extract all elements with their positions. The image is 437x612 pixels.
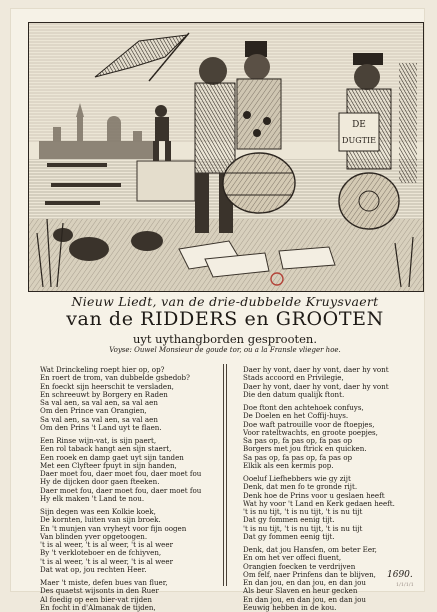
verse-line: Ooeluf Liefhebbers wie gy zijt xyxy=(243,475,351,483)
verse-line: En 't munjen van vryheyt voor fijn oogen xyxy=(40,524,187,533)
verse-line: Voor rateltwachts, en groote poepjes, xyxy=(243,428,378,437)
verse-line: Wat hy voor 't Land en Kerk gedaen heeft. xyxy=(243,499,395,508)
verse-line: Dat gy fommen eenig tijt. xyxy=(243,516,335,525)
title-line-2: van de RIDDERS en GROOTEN xyxy=(66,308,384,330)
verse-line: 't is nu tijt, 't is nu tijt, 't is nu tijt xyxy=(243,508,363,516)
verse-line: Stads accoord en Privilegie, xyxy=(243,374,344,383)
engraving-plate xyxy=(28,22,424,292)
verse-line: Die den datum qualijk ftont. xyxy=(243,390,345,399)
verse-line: Met een Clyfteer fpuyt in sijn handen, xyxy=(40,461,177,470)
verse-line: Des quaetst wijsonts in den Ruer xyxy=(40,587,159,596)
verse-line: Doe waft patrouille voor de ftoepjes, xyxy=(243,420,375,429)
verse-line: Orangien foecken te verdrijven xyxy=(243,562,356,571)
pedestal xyxy=(137,161,195,201)
verse-line: 't is al weer, 't is al weer, 't is al weer xyxy=(40,541,173,549)
sign-board xyxy=(339,113,379,151)
tune-line: Voyse: Ouwel Monsieur de goude tor, ou a la Fransle vlieger hoe. xyxy=(109,346,341,354)
verse-line: En foeckt sijn heerschit te versladen, xyxy=(40,382,174,391)
verse-line: Sa pas op, fa pas op, fa pas op xyxy=(243,437,353,445)
verse-line: Denk, dat jou Hansfen, om beter Eer, xyxy=(243,546,377,554)
verse-line: Daer hy vont, daer hy vont, daer hy vont xyxy=(243,366,389,374)
verse-line: Om den Prince van Orangien, xyxy=(40,407,147,416)
verse-column-right xyxy=(243,366,408,612)
verse-line: Sa val aen, sa val aen, sa val aen xyxy=(40,415,158,424)
verse-line: Denk, dat men fo te gronde rijt. xyxy=(243,483,358,492)
verse-line: En focht in d'Almanak de tijden, xyxy=(40,603,156,612)
verse-line: Denk hoe de Prins voor u geslaen heeft xyxy=(243,491,385,500)
verse-line: En schreeuwt by Borgery en Raden xyxy=(40,390,168,399)
engraving-illustration xyxy=(29,23,423,291)
verse-column-left xyxy=(40,366,205,612)
column-divider xyxy=(226,364,227,586)
title-line-3: uyt uythangborden gesprooten. xyxy=(132,332,317,346)
barrel-center xyxy=(223,153,295,213)
verse-line: Daer moet fou, daer moet fou, daer moet fou xyxy=(40,486,202,495)
sign-text-2: DUGTIE xyxy=(342,136,376,145)
verse-line: Daer hy vont, daer hy vont, daer hy vont xyxy=(243,382,389,391)
verse-line: Dat gy fommen eenig tijt. xyxy=(243,532,335,541)
verse-line: Hy elk maken 't Land te nou. xyxy=(40,494,145,503)
verse-line: Een rooek en damp gaet uyt sijn tanden xyxy=(40,453,184,462)
column-divider xyxy=(223,364,224,586)
verse-line: Sa val aen, sa val aen, sa val aen xyxy=(40,399,158,407)
sign-text-1: DE xyxy=(352,120,366,130)
verse-line: Borgers met jou ftrick en quicken. xyxy=(243,445,367,454)
verse-line: 't is nu tijt, 't is nu tijt, 't is nu tijt xyxy=(243,524,363,533)
print-sheet xyxy=(10,8,425,612)
verse-line: Om den Prins 't Land uyt te flaen. xyxy=(40,423,162,432)
verse-line: En dan jou, en dan jou, en dan jou xyxy=(243,579,366,587)
verse-line: Sijn degen was een Kolkie koek, xyxy=(40,508,156,516)
verse-line: En om het ver offeci fluent, xyxy=(243,554,342,563)
verse-line: Maer 't miste, defen bues van fluer, xyxy=(40,579,168,587)
barrel-right xyxy=(339,173,399,229)
verse-line: En roert de trom, van dubbelde gsbedob? xyxy=(40,374,190,383)
verse-line: Daer moet fou, daer moet fou, daer moet fou xyxy=(40,470,202,478)
verse-line: De Doelen en het Coffij-huys. xyxy=(243,412,349,421)
verse-line: Dat wat op, jou rechten Heer. xyxy=(40,565,147,574)
verse-line: Sa pas op, fa pas op, fa pas op xyxy=(243,453,353,462)
title-line-1: Nieuw Liedt, van de drie-dubbelde Kruysvaert xyxy=(71,294,379,309)
verse-line: Als beur Slaven en heur gecken xyxy=(243,587,358,596)
verse-line: By 't verkloteboer en de fchiyven, xyxy=(40,549,162,558)
verse-line: De kornten, luiten van sijn broek. xyxy=(40,516,161,525)
verse-line: Een Rinse wijn-vat, is sijn paert, xyxy=(40,437,157,445)
verse-line: Doe ftont den achtehoek confuys, xyxy=(243,404,364,412)
verse-line: Elkik als een kermis pop. xyxy=(243,461,334,470)
year: 1690. xyxy=(387,570,413,580)
verse-line: Een rol taback hangt aen sijn staert, xyxy=(40,445,172,454)
verse-line: Hy de dijcken door gaen fteeken. xyxy=(40,478,160,487)
verse-line: Eeuwig hebben in de kou. xyxy=(243,603,337,612)
verse-line: En dan jou, en dan jou, en dan jou xyxy=(243,595,366,604)
verse-line: 't is al weer, 't is al weer, 't is al weer xyxy=(40,557,173,566)
shelf-mark: 1/1/1/1 xyxy=(396,582,414,588)
verse-line: Om felf, naer Prinfens dan te blijven, xyxy=(243,570,376,579)
verse-line: Al foedig op een bier-vat rijden xyxy=(40,595,152,604)
figure-far-right xyxy=(399,63,417,183)
verse-line: Van blinden yver opgetoogen. xyxy=(40,532,148,541)
verse-line: Wat Drinckeling roept hier op, op? xyxy=(40,366,165,374)
